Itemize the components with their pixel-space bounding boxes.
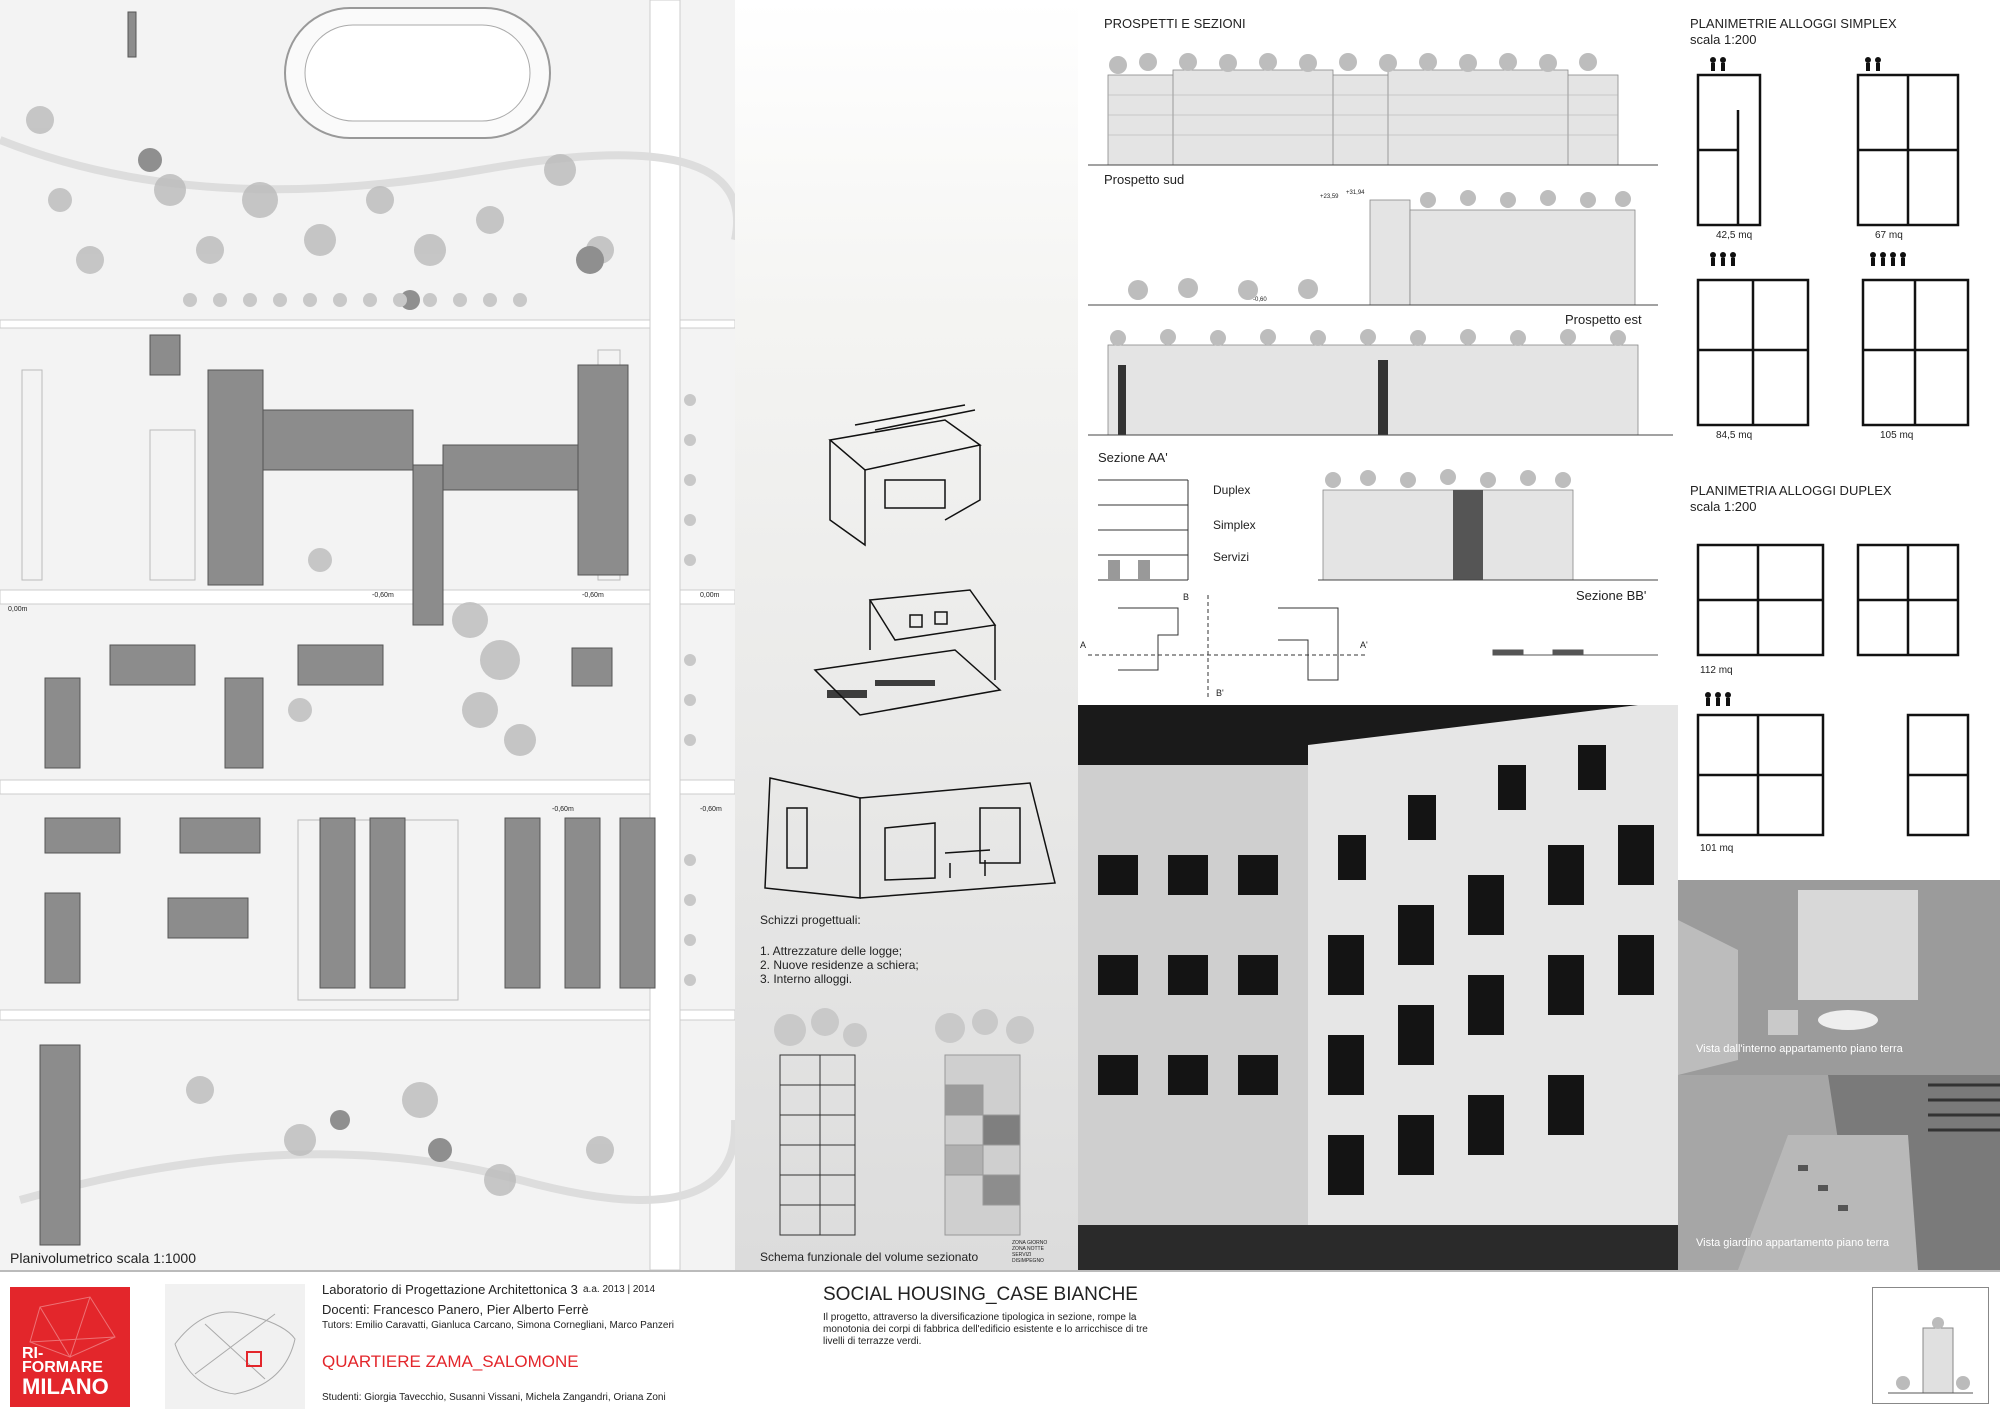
height-mark: -0,60: [1253, 297, 1267, 303]
sezione-aa-label: Sezione AA': [1098, 450, 1168, 465]
project-description: Il progetto, attraverso la diversificazione tipologica in sezione, rompe la monotonia dei corpi di fabbrica dell'edificio esistente e lo arricchisce di tre livelli di terrazze verdi.: [823, 1312, 1148, 1347]
unit-area: 67 mq: [1875, 230, 1903, 241]
model-photo: [1078, 705, 1678, 1270]
level-label: -0,60m: [552, 806, 574, 813]
duplex-scale: scala 1:200: [1690, 499, 1757, 514]
sketches-item: 1. Attrezzature delle logge;: [760, 944, 903, 958]
sketches-caption-title: Schizzi progettuali:: [760, 913, 861, 927]
location-map-image: [165, 1284, 305, 1409]
diagram-label: Duplex: [1213, 483, 1251, 497]
render-interior: [1678, 880, 2000, 1075]
sketch-drawings: [735, 0, 1078, 760]
project-title: SOCIAL HOUSING_CASE BIANCHE: [823, 1284, 1138, 1305]
board-thumbnail: [1872, 1287, 1989, 1404]
section-mark: B: [1183, 592, 1190, 602]
level-label: -0,60m: [372, 592, 394, 599]
unit-area: 112 mq: [1700, 665, 1733, 676]
unit-area: 105 mq: [1880, 430, 1914, 441]
functional-schema: [735, 1000, 1078, 1250]
board-thumbnail-image: [1873, 1288, 1988, 1403]
site-plan: [0, 0, 735, 1270]
logo-line: MILANO: [22, 1374, 109, 1399]
legend-item: ZONA NOTTE: [1012, 1246, 1044, 1252]
students: Studenti: Giorgia Tavecchio, Susanni Vissani, Michela Zangandri, Oriana Zoni: [322, 1392, 666, 1403]
site-plan-drawing: [0, 0, 735, 1270]
unit-area: 84,5 mq: [1716, 430, 1753, 441]
logo-line: FORMARE: [22, 1359, 103, 1376]
legend-item: DISIMPEGNO: [1012, 1258, 1044, 1264]
district-title: QUARTIERE ZAMA_SALOMONE: [322, 1352, 579, 1371]
prospetto-sud-label: Prospetto sud: [1104, 172, 1185, 187]
sketch-interior: [735, 768, 1078, 918]
prospetto-est-label: Prospetto est: [1565, 312, 1642, 327]
sezione-bb-label: Sezione BB': [1576, 588, 1647, 603]
legend-item: ZONA GIORNO: [1012, 1240, 1048, 1246]
floor-plans-panel: [1678, 0, 2000, 880]
logo: [10, 1287, 130, 1407]
model-photo-image: [1078, 705, 1678, 1270]
diagram-label: Simplex: [1213, 518, 1256, 532]
legend-item: SERVIZI: [1012, 1252, 1032, 1258]
sketches-item: 2. Nuove residenze a schiera;: [760, 958, 919, 972]
duplex-title: PLANIMETRIA ALLOGGI DUPLEX: [1690, 483, 1892, 498]
simplex-title: PLANIMETRIE ALLOGGI SIMPLEX: [1690, 16, 1897, 31]
elevations-panel: [1078, 0, 1678, 705]
unit-area: 101 mq: [1700, 843, 1734, 854]
elevations-title: PROSPETTI E SEZIONI: [1104, 16, 1246, 31]
diagram-label: Servizi: [1213, 550, 1250, 564]
render-garden: [1678, 1075, 2000, 1270]
sketches-panel: [735, 0, 1078, 1270]
section-mark: A: [1080, 640, 1087, 650]
unit-area: 42,5 mq: [1716, 230, 1753, 241]
level-label: 0,00m: [700, 592, 720, 599]
location-map: [165, 1284, 305, 1409]
level-label: -0,60m: [700, 806, 722, 813]
logo-line: RI-: [22, 1345, 44, 1362]
site-plan-label: Planivolumetrico scala 1:1000: [10, 1250, 196, 1266]
course-title: Laboratorio di Progettazione Architettonica 3: [322, 1282, 578, 1297]
render-interior-caption: Vista dall'interno appartamento piano terra: [1696, 1043, 1903, 1055]
sketches-item: 3. Interno alloggi.: [760, 972, 853, 986]
height-mark: +23,59: [1320, 194, 1339, 200]
height-mark: +31,94: [1346, 190, 1365, 196]
schema-caption: Schema funzionale del volume sezionato: [760, 1250, 979, 1264]
tutors: Tutors: Emilio Caravatti, Gianluca Carcano, Simona Cornegliani, Marco Panzeri: [322, 1320, 674, 1331]
footer: [0, 1270, 2000, 1415]
level-label: -0,60m: [582, 592, 604, 599]
section-mark: B': [1216, 688, 1224, 698]
level-label: 0,00m: [8, 606, 28, 613]
section-mark: A': [1360, 640, 1368, 650]
docenti: Docenti: Francesco Panero, Pier Alberto Ferrè: [322, 1302, 589, 1317]
render-garden-caption: Vista giardino appartamento piano terra: [1696, 1237, 1890, 1249]
academic-year: a.a. 2013 | 2014: [583, 1284, 656, 1295]
simplex-scale: scala 1:200: [1690, 32, 1757, 47]
